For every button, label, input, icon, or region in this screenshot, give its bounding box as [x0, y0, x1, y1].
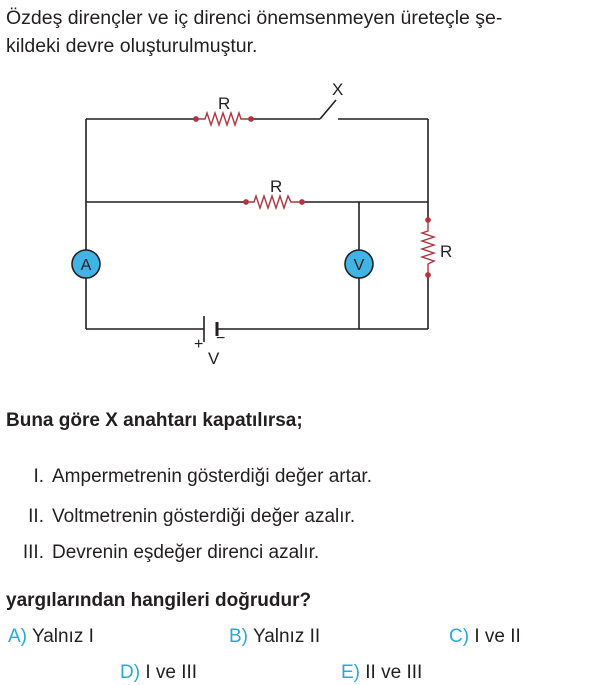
option-a-letter: A) — [8, 626, 27, 647]
voltmeter — [345, 250, 373, 278]
resistor-middle-label: R — [270, 177, 283, 196]
option-d-text: I ve III — [145, 662, 198, 683]
intro-line-2: kildeki devre oluşturulmuştur. — [6, 35, 258, 57]
option-b-text: Yalnız II — [252, 626, 321, 647]
statement-2-text: Voltmetrenin gösterdiği değer azalır. — [52, 506, 356, 527]
resistor-top-label: R — [218, 94, 231, 113]
closing-question: yargılarından hangileri doğrudur? — [6, 590, 312, 611]
battery-minus: − — [216, 330, 226, 347]
resistor-right — [422, 218, 434, 277]
statement-3-text: Devrenin eşdeğer direnci azalır. — [52, 542, 320, 563]
option-e-text: II ve III — [365, 662, 423, 683]
option-e-letter: E) — [341, 662, 360, 683]
option-b-letter: B) — [229, 626, 248, 647]
option-b[interactable] — [229, 626, 320, 648]
switch-label: X — [332, 80, 344, 99]
resistor-right-label: R — [440, 242, 453, 261]
option-c-text: I ve II — [474, 626, 521, 647]
battery-label: V — [208, 349, 220, 368]
resistor-top — [194, 113, 253, 125]
option-e[interactable] — [341, 662, 422, 684]
option-d-letter: D) — [120, 662, 141, 683]
statement-1-text: Ampermetrenin gösterdiği değer artar. — [52, 466, 372, 487]
option-c-letter: C) — [449, 626, 470, 647]
voltmeter-label: V — [353, 257, 365, 274]
option-a[interactable] — [8, 626, 94, 648]
statement-3-number: III. — [22, 542, 44, 563]
switch-x — [320, 80, 343, 119]
ammeter-label: A — [80, 257, 92, 274]
option-c[interactable] — [449, 626, 521, 648]
ammeter — [72, 250, 100, 278]
statement-2-number: II. — [28, 506, 44, 527]
battery-plus: + — [194, 336, 204, 353]
question-text: Buna göre X anahtarı kapatılırsa; — [6, 410, 303, 431]
intro-line-1: Özdeş dirençler ve iç direnci önemsenmeyen üreteçle şe- — [6, 7, 503, 29]
option-d[interactable] — [120, 662, 197, 684]
circuit-wires — [86, 119, 428, 329]
resistor-middle — [244, 196, 304, 208]
statement-1-number: I. — [33, 466, 44, 487]
option-a-text: Yalnız I — [31, 626, 94, 647]
